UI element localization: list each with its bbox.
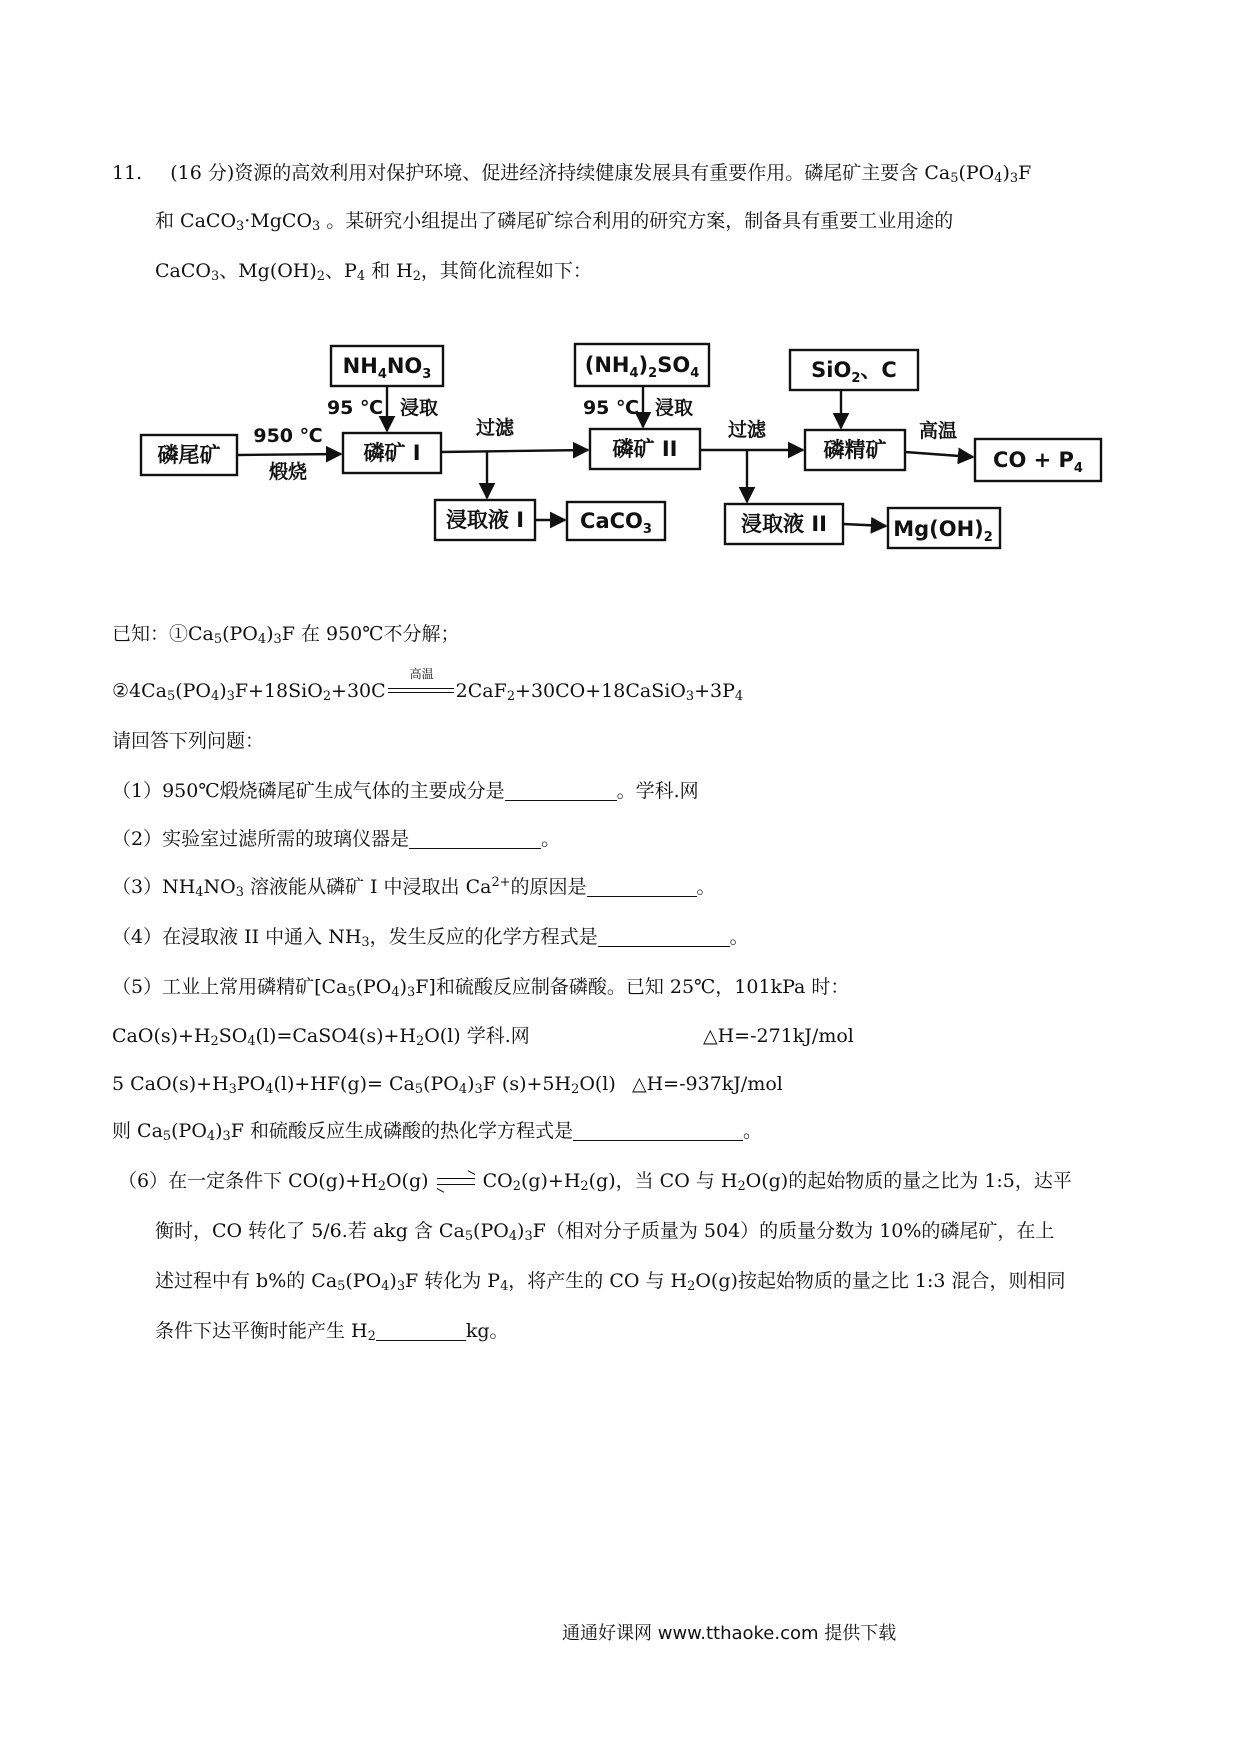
question-2: （2）实验室过滤所需的玻璃仪器是 。 bbox=[112, 828, 561, 850]
answer-blank-2[interactable] bbox=[409, 831, 541, 849]
thermo-delta-h-1: △H=-271kJ/mol bbox=[703, 1025, 854, 1047]
answer-prompt: 请回答下列问题： bbox=[112, 730, 265, 752]
cond-filter-1: 过滤 bbox=[475, 417, 515, 439]
label-ore-2: 磷矿 II bbox=[612, 437, 678, 461]
label-co-p4: CO + $P_4$ bbox=[993, 448, 1083, 476]
question-6-line-4: 条件下达平衡时能产生 $H_2$ kg。 bbox=[155, 1320, 509, 1344]
arrow-ore-to-ore1 bbox=[237, 454, 341, 455]
question-4: （4）在浸取液 II 中通入 $NH_3$，发生反应的化学方程式是 。 bbox=[112, 926, 749, 950]
question-5: （5）工业上常用磷精矿$[Ca_5(PO_4)_3F]$和硫酸反应制备磷酸。已知 25℃，101kPa 时： bbox=[112, 976, 850, 1000]
label-caco3: CaCO$_3$ bbox=[580, 509, 652, 537]
question-1: （1）950℃煅烧磷尾矿生成气体的主要成分是 。学科.网 bbox=[112, 780, 699, 802]
question-intro-line-2: 和 CaCO$_3$·MgCO$_3$ 。某研究小组提出了磷尾矿综合利用的研究方案，制备具有重要工业用途的 bbox=[155, 210, 954, 234]
question-number: 11. bbox=[112, 162, 143, 184]
page-footer: 通通好课网 www.tthaoke.com 提供下载 bbox=[562, 1623, 897, 1644]
answer-blank-3[interactable] bbox=[587, 879, 697, 897]
arrow-conc-to-cop4 bbox=[905, 452, 973, 457]
cond-leach-2: 浸取 bbox=[654, 397, 694, 419]
arrow-leach2-to-mgoh2 bbox=[843, 524, 886, 526]
answer-blank-6[interactable] bbox=[376, 1323, 466, 1341]
cond-calcine: 煅烧 bbox=[268, 461, 308, 483]
cond-95c-1: 95 ℃ bbox=[326, 397, 384, 419]
label-concentrate: 磷精矿 bbox=[823, 438, 887, 462]
known-1: 已知：$①Ca_5(PO_4)_3F$ 在 950℃不分解； bbox=[112, 623, 460, 647]
label-phosphate-tailings: 磷尾矿 bbox=[157, 443, 221, 467]
label-sio2-c: SiO$_2$、C bbox=[811, 358, 897, 386]
question-6-line-3: 述过程中有 b%的 $Ca_5(PO_4)_3F$ 转化为 $P_4$，将产生的 CO 与 $H_2O(g)$按起始物质的量之比 1:3 混合，则相同 bbox=[155, 1270, 1066, 1294]
cond-leach-1: 浸取 bbox=[399, 397, 439, 419]
label-leachate-1: 浸取液 I bbox=[445, 508, 525, 532]
answer-blank-5[interactable] bbox=[573, 1123, 743, 1141]
cond-high-temp: 高温 bbox=[918, 420, 958, 442]
cond-95c-2: 95 ℃ bbox=[582, 397, 640, 419]
question-intro-line-1: 11. (16 分)资源的高效利用对保护环境、促进经济持续健康发展具有重要作用。磷尾矿主要含 $Ca_5(PO_4)_3F$ bbox=[112, 162, 1032, 186]
label-leachate-2: 浸取液 II bbox=[741, 512, 827, 536]
question-3: $(3)NH_4NO_3$ 溶液能从磷矿 I 中浸取出 $Ca^{2+}$的原因是 。 bbox=[112, 874, 716, 900]
thermo-delta-h-2: △H=-937kJ/mol bbox=[632, 1073, 783, 1095]
answer-blank-1[interactable] bbox=[505, 783, 617, 801]
label-mgoh2: $Mg(OH)_2$ bbox=[893, 517, 993, 545]
question-intro-line-3: CaCO$_3$、$Mg(OH)_2$、$P_4$ 和 $H_2$，其简化流程如下： bbox=[155, 260, 592, 284]
arrow-ore1-to-ore2 bbox=[441, 450, 588, 452]
question-5-ask: 则 $Ca_5(PO_4)_3F$ 和硫酸反应生成磷酸的热化学方程式是 。 bbox=[112, 1120, 763, 1144]
label-ore-1: 磷矿 I bbox=[363, 441, 421, 465]
thermo-equation-1: $CaO(s)+H_2SO_4(l)=CaSO4(s)+H_2O(l)$ 学科.网 bbox=[112, 1025, 530, 1049]
known-2-reaction: $②4Ca_5(PO_4)_3F+18SiO_2+30C$ 高温 $2CaF_2+30CO+18CaSiO_3+3P_4$ bbox=[112, 667, 744, 704]
label-nh4-2so4: $(NH_4)_2SO_4$ bbox=[584, 353, 700, 381]
thermo-equation-2: 5 $CaO(s)+H_3PO_4(l)+HF(g)= Ca_5(PO_4)_3F$ $(s)+5H_2O(l)$ bbox=[112, 1073, 616, 1097]
question-6-line-1: （6）在一定条件下 $CO(g)+H_2O(g)$ $CO_2(g)+H_2(g)$，当 CO 与 $H_2O(g)$的起始物质的量之比为 1:5，达平 bbox=[118, 1170, 1072, 1194]
process-flowchart bbox=[135, 340, 1125, 570]
reaction-condition: 高温 bbox=[409, 667, 434, 681]
cond-950c: 950 ℃ bbox=[253, 425, 323, 447]
label-nh4no3: $NH_4NO_3$ bbox=[342, 354, 432, 382]
cond-filter-2: 过滤 bbox=[727, 419, 767, 441]
equilibrium-arrow-icon bbox=[435, 1175, 477, 1189]
question-6-line-2: 衡时，CO 转化了 5/6.若 akg 含 $Ca_5(PO_4)_3F$（相对分子质量为 504）的质量分数为 10%的磷尾矿，在上 bbox=[155, 1220, 1055, 1244]
answer-blank-4[interactable] bbox=[598, 929, 730, 947]
reaction-double-arrow bbox=[386, 667, 456, 702]
intro-text: (16 分)资源的高效利用对保护环境、促进经济持续健康发展具有重要作用。磷尾矿主要含 Ca bbox=[170, 162, 951, 184]
